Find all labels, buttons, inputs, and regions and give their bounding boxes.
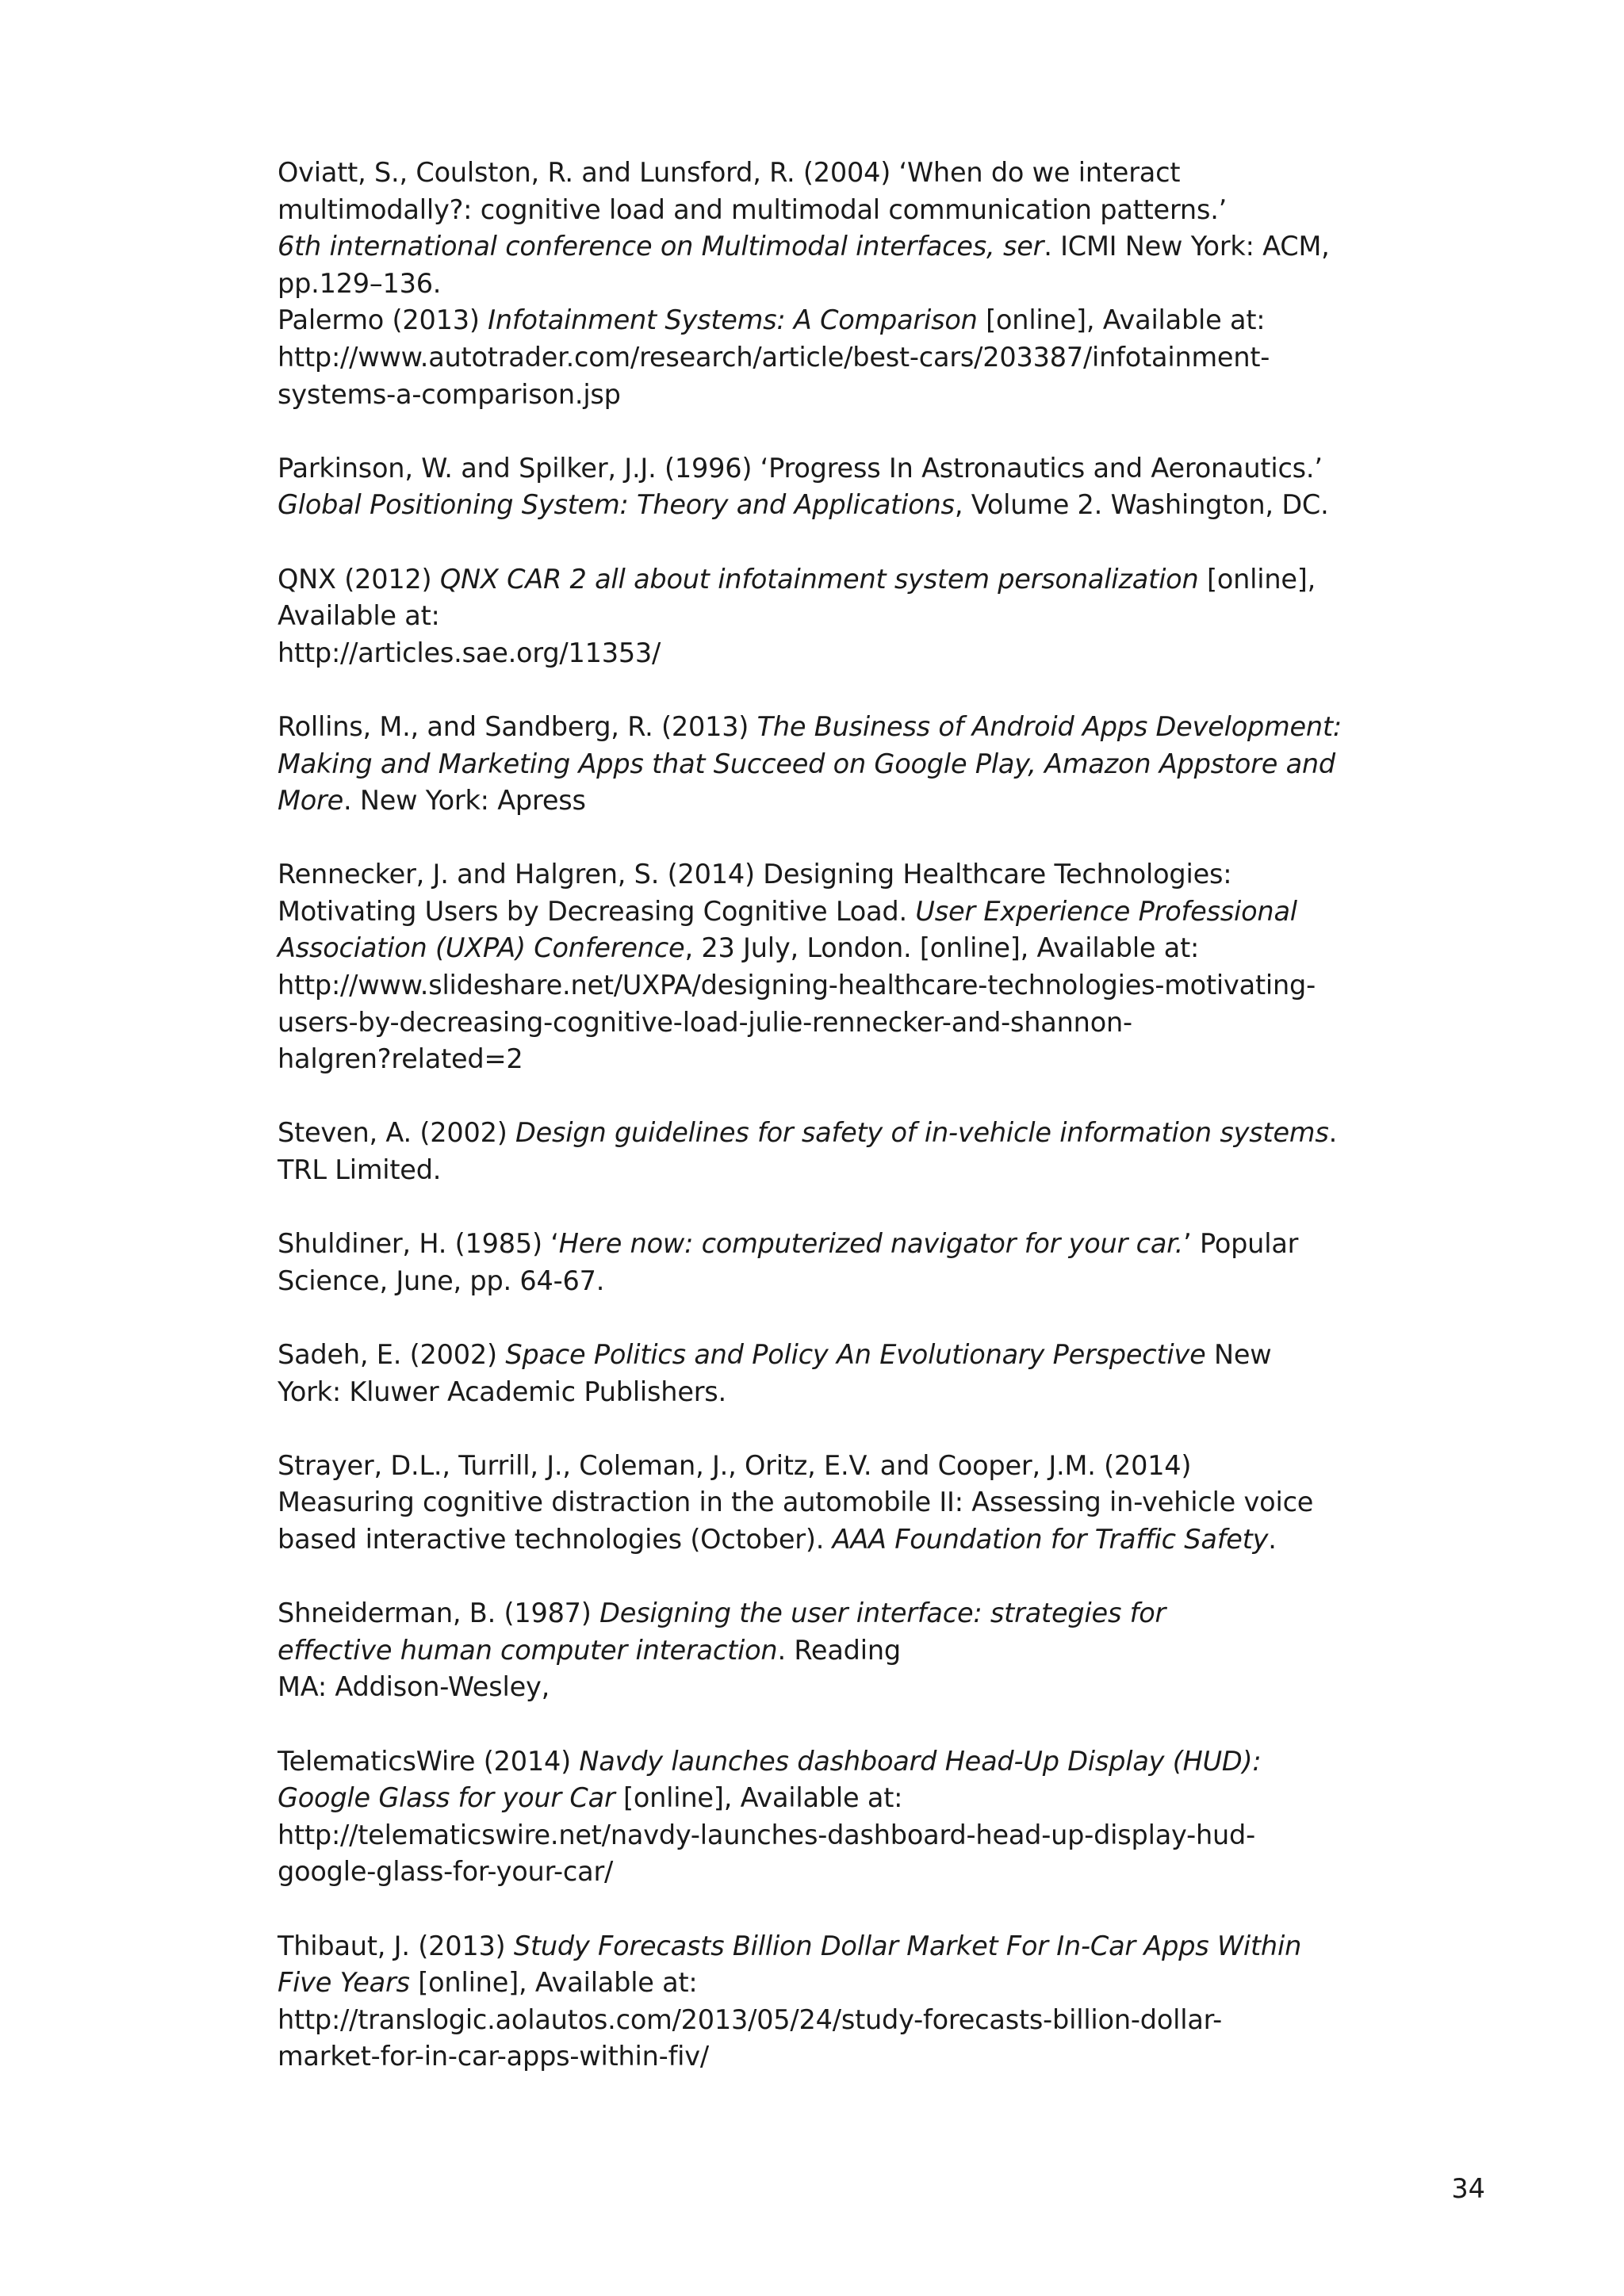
reference-italic-text: User Experience Professional	[915, 895, 1297, 927]
reference-entry-steven	[278, 1115, 1404, 1188]
reference-text: , Volume 2. Washington, DC.	[954, 489, 1329, 521]
reference-line	[278, 1743, 1404, 1781]
reference-italic-text: Design guidelines for safety of in-vehicle information systems	[515, 1117, 1329, 1149]
reference-text: google-glass-for-your-car/	[278, 1856, 614, 1888]
reference-text: Sadeh, E. (2002)	[278, 1339, 506, 1370]
reference-text: Oviatt, S., Coulston, R. and Lunsford, R. (2004) ‘When do we interact	[278, 157, 1181, 188]
reference-italic-text: More	[278, 785, 343, 817]
reference-text: http://www.slideshare.net/UXPA/designing-healthcare-technologies-motivating-	[278, 970, 1316, 1001]
reference-line	[278, 1854, 1404, 1891]
reference-line	[278, 2038, 1404, 2076]
reference-text: Rollins, M., and Sandberg, R. (2013)	[278, 710, 757, 742]
reference-italic-text: AAA Foundation for Traffic Safety	[832, 1523, 1269, 1555]
reference-italic-text: Space Politics and Policy An Evolutionary Perspective	[505, 1339, 1206, 1370]
reference-italic-text: Google Glass for your Car	[278, 1782, 615, 1814]
reference-line	[278, 302, 1404, 339]
reference-text: ’ Popular	[1183, 1228, 1299, 1260]
reference-line	[278, 1632, 1404, 1670]
reference-line	[278, 1817, 1404, 1854]
reference-line	[278, 1115, 1404, 1152]
reference-line	[278, 1669, 1404, 1706]
reference-entry-rennecker	[278, 856, 1404, 1078]
reference-text: Motivating Users by Decreasing Cognitive Load.	[278, 895, 916, 927]
reference-line	[278, 1484, 1404, 1521]
reference-line	[278, 1152, 1404, 1189]
reference-line	[278, 450, 1404, 488]
reference-text: halgren?related=2	[278, 1043, 523, 1075]
reference-text: Steven, A. (2002)	[278, 1117, 516, 1149]
reference-text: Thibaut, J. (2013)	[278, 1930, 514, 1961]
reference-entry-parkinson	[278, 450, 1404, 524]
reference-line	[278, 930, 1404, 967]
reference-line	[278, 192, 1404, 229]
reference-text: . New York: Apress	[343, 785, 586, 817]
reference-text: New	[1205, 1339, 1272, 1370]
reference-text: , 23 July, London. [online], Available at:	[684, 932, 1200, 964]
reference-text: Parkinson, W. and Spilker, J.J. (1996) ‘Progress In Astronautics and Aeronautics.’	[278, 452, 1323, 484]
reference-line	[278, 746, 1404, 783]
reference-line	[278, 967, 1404, 1004]
reference-text: users-by-decreasing-cognitive-load-julie-rennecker-and-shannon-	[278, 1006, 1132, 1038]
reference-italic-text: Navdy launches dashboard Head-Up Display (HUD):	[579, 1745, 1262, 1777]
reference-text: market-for-in-car-apps-within-fiv/	[278, 2041, 709, 2072]
reference-line	[278, 1004, 1404, 1042]
reference-text: . ICMI New York: ACM,	[1044, 231, 1330, 262]
reference-text: http://translogic.aolautos.com/2013/05/24/study-forecasts-billion-dollar-	[278, 2003, 1222, 2035]
reference-text: [online],	[1198, 563, 1316, 595]
reference-text: .	[1328, 1117, 1338, 1149]
reference-italic-text: Association (UXPA) Conference	[278, 932, 685, 964]
reference-text: TelematicsWire (2014)	[278, 1745, 580, 1777]
reference-text: Palermo (2013)	[278, 304, 488, 336]
reference-italic-text: Infotainment Systems: A Comparison	[488, 304, 978, 336]
reference-line	[278, 1263, 1404, 1300]
reference-line	[278, 228, 1404, 266]
reference-text: Science, June, pp. 64-67.	[278, 1265, 605, 1296]
reference-entry-strayer	[278, 1448, 1404, 1559]
reference-entry-shneiderman	[278, 1595, 1404, 1706]
reference-line	[278, 1374, 1404, 1411]
reference-line	[278, 487, 1404, 524]
reference-italic-text: effective human computer interaction	[278, 1634, 778, 1666]
reference-line	[278, 1595, 1404, 1632]
reference-text: http://www.autotrader.com/research/article/best-cars/203387/infotainment-	[278, 341, 1270, 373]
reference-italic-text: Global Positioning System: Theory and Applications	[278, 489, 955, 521]
reference-text: http://articles.sae.org/11353/	[278, 637, 661, 668]
reference-line	[278, 783, 1404, 820]
reference-list	[278, 155, 1404, 2112]
reference-line	[278, 2002, 1404, 2039]
reference-italic-text: Here now: computerized navigator for your car.	[558, 1228, 1184, 1260]
reference-text: York: Kluwer Academic Publishers.	[278, 1376, 727, 1407]
reference-line	[278, 1041, 1404, 1078]
reference-text: [online], Available at:	[615, 1782, 903, 1814]
reference-line	[278, 1521, 1404, 1559]
reference-line	[278, 1780, 1404, 1817]
reference-text: TRL Limited.	[278, 1154, 442, 1186]
reference-line	[278, 856, 1404, 894]
reference-text: Rennecker, J. and Halgren, S. (2014) Designing Healthcare Technologies:	[278, 859, 1232, 890]
reference-text: Shuldiner, H. (1985) ‘	[278, 1228, 559, 1260]
reference-italic-text: Making and Marketing Apps that Succeed on Google Play, Amazon Appstore and	[278, 748, 1336, 779]
reference-text: Shneiderman, B. (1987)	[278, 1598, 600, 1629]
reference-line	[278, 1337, 1404, 1374]
reference-text: multimodally?: cognitive load and multimodal communication patterns.’	[278, 193, 1228, 225]
reference-italic-text: The Business of Android Apps Development:	[756, 710, 1342, 742]
reference-line	[278, 1928, 1404, 1965]
reference-text: .	[1268, 1523, 1277, 1555]
reference-line	[278, 894, 1404, 931]
reference-italic-text: Designing the user interface: strategies for	[599, 1598, 1166, 1629]
reference-text: MA: Addison-Wesley,	[278, 1671, 550, 1703]
reference-italic-text: Five Years	[278, 1967, 410, 1999]
reference-text: QNX (2012)	[278, 563, 440, 595]
reference-entry-telematicswire	[278, 1743, 1404, 1891]
reference-entry-qnx	[278, 561, 1404, 672]
reference-entry-palermo	[278, 302, 1404, 413]
reference-text: systems-a-comparison.jsp	[278, 378, 621, 410]
reference-text: [online], Available at:	[977, 304, 1266, 336]
reference-text: pp.129–136.	[278, 267, 442, 299]
reference-entry-sadeh	[278, 1337, 1404, 1410]
reference-italic-text: 6th international conference on Multimodal interfaces, ser	[278, 231, 1044, 262]
reference-entry-oviatt	[278, 155, 1404, 302]
reference-line	[278, 339, 1404, 377]
reference-line	[278, 561, 1404, 599]
reference-line	[278, 1226, 1404, 1263]
reference-line	[278, 266, 1404, 303]
reference-text: Strayer, D.L., Turrill, J., Coleman, J., Oritz, E.V. and Cooper, J.M. (2014)	[278, 1449, 1192, 1481]
reference-italic-text: QNX CAR 2 all about infotainment system personalization	[439, 563, 1199, 595]
reference-line	[278, 155, 1404, 192]
reference-italic-text: Study Forecasts Billion Dollar Market For In-Car Apps Within	[513, 1930, 1302, 1961]
reference-entry-thibaut	[278, 1928, 1404, 2076]
reference-text: Available at:	[278, 600, 440, 632]
reference-line	[278, 635, 1404, 672]
reference-entry-shuldiner	[278, 1226, 1404, 1299]
reference-line	[278, 1965, 1404, 2002]
reference-entry-rollins	[278, 709, 1404, 820]
reference-text: Measuring cognitive distraction in the automobile II: Assessing in-vehicle voice	[278, 1487, 1314, 1518]
reference-line	[278, 598, 1404, 635]
reference-line	[278, 377, 1404, 414]
reference-text: http://telematicswire.net/navdy-launches-dashboard-head-up-display-hud-	[278, 1819, 1255, 1850]
reference-line	[278, 1448, 1404, 1485]
reference-text: [online], Available at:	[409, 1967, 698, 1999]
reference-line	[278, 709, 1404, 746]
reference-text: based interactive technologies (October).	[278, 1523, 833, 1555]
page-number: 34	[1451, 2173, 1485, 2204]
reference-text: . Reading	[777, 1634, 901, 1666]
